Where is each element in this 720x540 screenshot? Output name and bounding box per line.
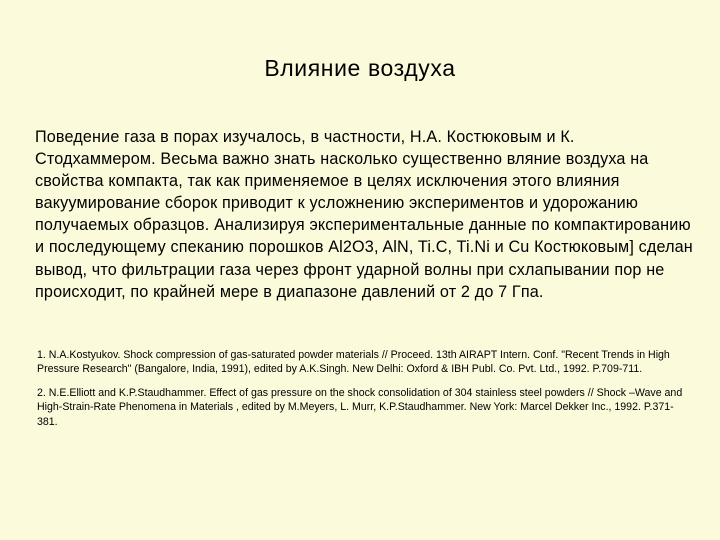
reference-item: 1. N.A.Kostyukov. Shock compression of gas-saturated powder materials // Proceed. 13th AIRAPT Intern. Conf. "Recent Trends in High Pressure Research" (Bangalore, India, 1991), edited by A.K.Singh. New Delhi: Oxford & IBH Publ. Co. Pvt. Ltd., 1992. P.709-711. <box>37 349 670 376</box>
slide-body-text: Поведение газа в порах изучалось, в частности, Н.А. Костюковым и К. Стодхаммером. Весьма важно знать насколько существенно вляние воздуха на свойства компакта, так как применяемое в целях исключения этого влияния вакуумирование сборок приводит к усложнению экспериментов и удорожанию получаемых образцов. Анализируя экспериментальные данные по компактированию и последующему спеканию порошков Al2O3, AlN, Ti.C, Ti.Ni и Cu Костюковым] сделан вывод, что фильтрации газа через фронт ударной волны при схлапывании пор не происходит, по крайней мере в диапазоне давлений от 2 до 7 Гпа. <box>35 128 693 301</box>
reference-item: 2. N.E.Elliott and K.P.Staudhammer. Effect of gas pressure on the shock consolidation of 304 stainless steel powders // Shock –Wave and High-Strain-Rate Phenomena in Materials , edited by M.Meyers, L. Murr, K.P.Staudhammer. New York: Marcel Dekker Inc., 1992. P.371-381. <box>37 386 683 428</box>
slide-title: Влияние воздуха <box>264 55 456 81</box>
references-list <box>37 348 687 438</box>
